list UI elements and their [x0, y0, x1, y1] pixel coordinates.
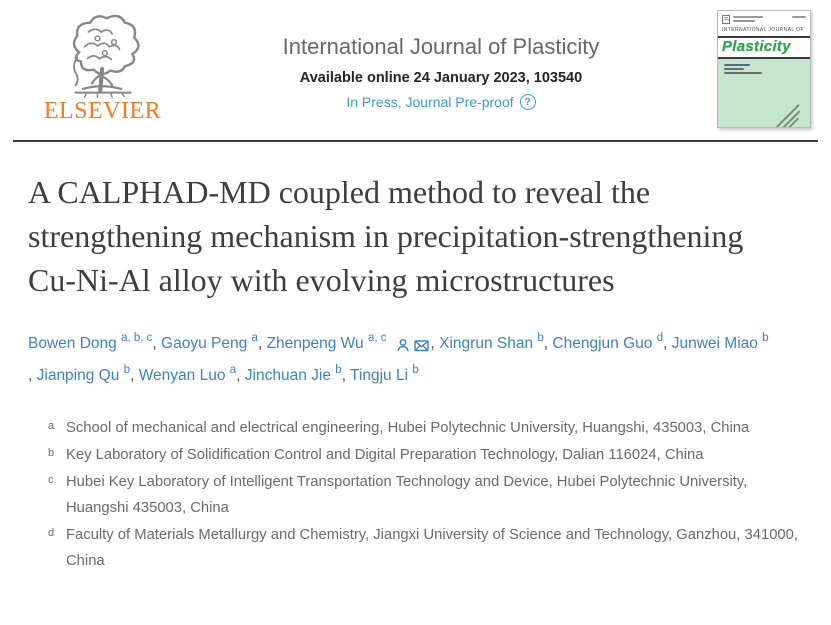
- author-link[interactable]: , Wenyan Luo $^a$: [130, 364, 237, 385]
- affiliation-label: d: [48, 527, 55, 540]
- author-list: [28, 326, 806, 389]
- journal-header-center: [165, 8, 717, 110]
- author-link[interactable]: , Gaoyu Peng $^a$: [152, 332, 258, 353]
- journal-cover-thumbnail[interactable]: [717, 10, 811, 128]
- author-link[interactable]: , Xingrun Shan $^b$: [430, 332, 544, 353]
- article-title: A CALPHAD-MD coupled method to reveal the strengthening mechanism in precipitation-strengthening Cu-Ni-Al alloy with evolving microstructures: [28, 174, 744, 298]
- available-online-text: Available online 24 January 2023, 103540: [299, 70, 583, 86]
- in-press-row: [165, 94, 717, 110]
- in-press-link[interactable]: In Press, Journal Pre-proof: [346, 94, 514, 110]
- corresponding-author-icons: [392, 332, 429, 358]
- affiliation-text: Faculty of Materials Metallurgy and Chemistry, Jiangxi University of Science and Technology, Ganzhou, 341000, China: [66, 527, 798, 570]
- elsevier-logo: [40, 8, 165, 124]
- elsevier-wordmark: ELSEVIER: [43, 98, 162, 124]
- affiliation-text: Key Laboratory of Solidification Control and Digital Preparation Technology, Dalian 116024, China: [66, 447, 704, 464]
- cover-editors-text: [724, 64, 762, 76]
- journal-header: [0, 0, 831, 128]
- affiliation-list: [48, 415, 810, 574]
- cover-journal-title: Plasticity: [722, 38, 791, 55]
- cover-top-band: [718, 11, 810, 34]
- author-link[interactable]: , Chengjun Guo $^d$: [543, 332, 664, 353]
- author-link[interactable]: , Junwei Miao $^b$: [663, 332, 769, 353]
- elsevier-tree-icon: [57, 10, 149, 100]
- affiliation-text: Hubei Key Laboratory of Intelligent Transportation Technology and Device, Hubei Polytechnic University, Huangshi 435003, China: [66, 474, 748, 517]
- affiliation-text: School of mechanical and electrical engineering, Hubei Polytechnic University, Huangshi, 435003, China: [66, 420, 750, 437]
- affiliation-label: c: [48, 474, 54, 487]
- header-divider: [13, 140, 818, 142]
- affiliation-row: [48, 415, 810, 441]
- author-profile-icon[interactable]: [396, 338, 410, 352]
- affiliation-label: b: [48, 447, 55, 460]
- author-link[interactable]: , Tingju Li $^b$: [341, 364, 419, 385]
- author-link[interactable]: , Jinchuan Jie $^b$: [236, 364, 342, 385]
- email-envelope-icon[interactable]: [414, 339, 429, 352]
- cover-masthead: INTERNATIONAL JOURNAL OF: [722, 27, 804, 33]
- cover-publisher-mark-icon: [722, 15, 730, 24]
- help-icon[interactable]: ?: [520, 94, 536, 110]
- affiliation-label: a: [48, 420, 55, 433]
- author-link[interactable]: Bowen Dong $^{a, b, c}$: [28, 332, 153, 353]
- author-link[interactable]: , Zhenpeng Wu $^{a, c}$: [258, 326, 431, 358]
- affiliation-row: [48, 442, 810, 468]
- journal-name[interactable]: International Journal of Plasticity: [282, 34, 600, 59]
- affiliation-row: [48, 522, 810, 574]
- cover-diagonal-banner: [774, 103, 808, 128]
- cover-body: [718, 57, 810, 127]
- author-link[interactable]: , Jianping Qu $^b$: [28, 364, 131, 385]
- affiliation-row: [48, 469, 810, 521]
